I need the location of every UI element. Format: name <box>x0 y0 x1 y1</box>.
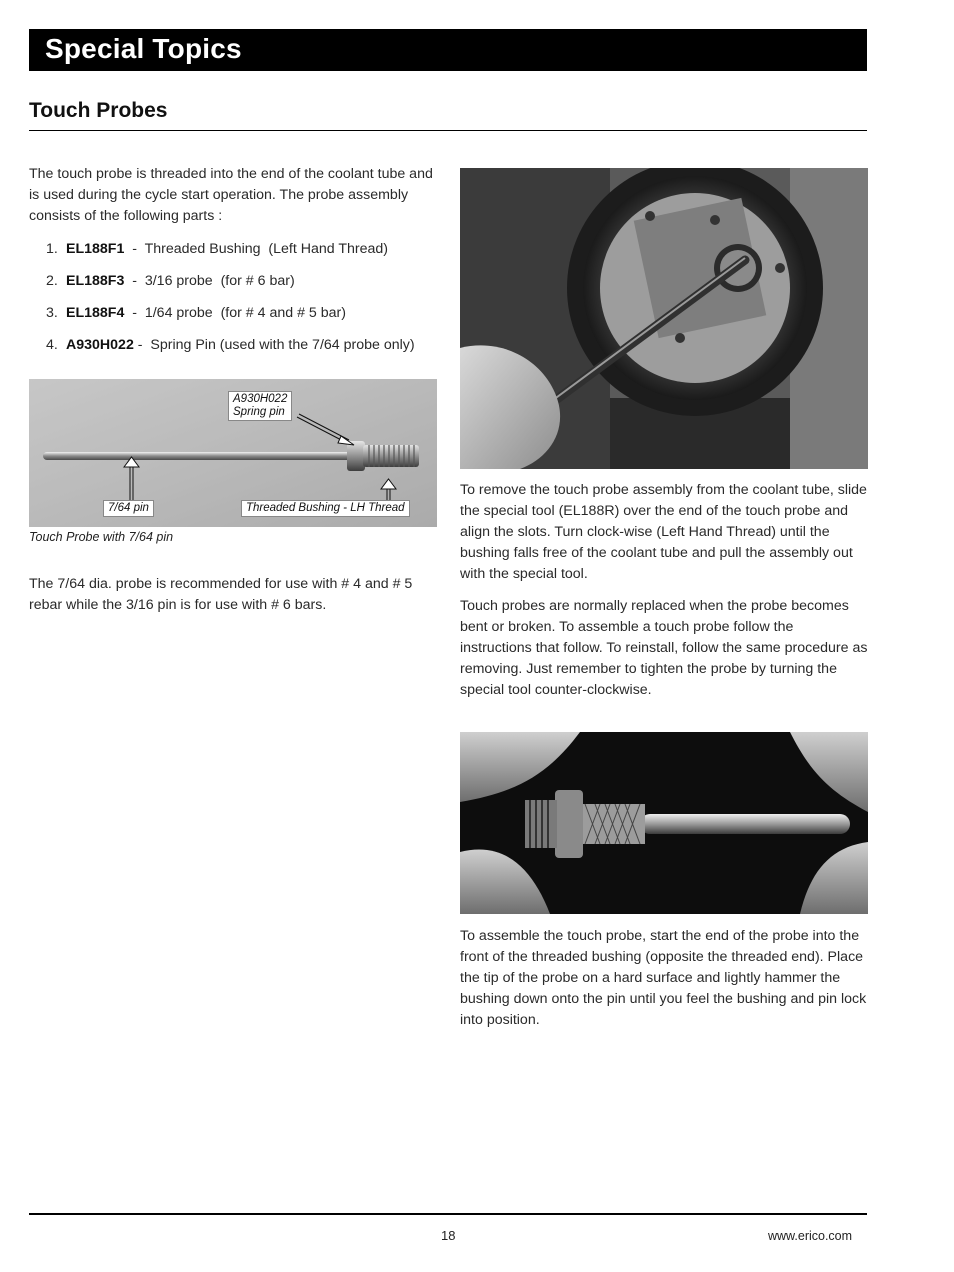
callout-spring-pin: A930H022 Spring pin <box>228 391 292 421</box>
header-banner <box>29 29 867 71</box>
list-item: 3. EL188F4 - 1/64 probe (for # 4 and # 5 bar) <box>46 305 346 321</box>
website-link[interactable]: www.erico.com <box>768 1229 853 1243</box>
threaded-bushing <box>363 445 419 467</box>
parts-list <box>46 239 415 367</box>
page-number: 18 <box>441 1228 456 1243</box>
touch-probe-photo <box>29 379 437 527</box>
section-title: Touch Probes <box>29 99 168 122</box>
callout-pin: 7/64 pin <box>103 500 154 517</box>
removal-paragraph: To remove the touch probe assembly from the coolant tube, slide the special tool (EL188R) over the end of the touch probe and align the slots. Turn clock-wise (Left Hand Thread) until the bushing falls free of the coolant tube and pull the assembly out with the special tool. <box>460 482 867 582</box>
assembly-illustration <box>460 732 868 914</box>
probe-rod <box>43 452 359 460</box>
banner-title: Special Topics <box>45 33 242 64</box>
figure-caption: Touch Probe with 7/64 pin <box>29 530 174 544</box>
assembly-photo <box>460 732 868 914</box>
list-item: 2. EL188F3 - 3/16 probe (for # 6 bar) <box>46 273 295 289</box>
probe-note-paragraph: The 7/64 dia. probe is recommended for use with # 4 and # 5 rebar while the 3/16 pin is for use with # 6 bars. <box>29 576 413 613</box>
list-item: 1. EL188F1 - Threaded Bushing (Left Hand Thread) <box>46 241 389 257</box>
intro-paragraph: The touch probe is threaded into the end of the coolant tube and is used during the cycle start operation. The probe assembly consists of the following parts : <box>29 166 433 224</box>
coolant-tube-photo <box>460 168 868 469</box>
footer-divider <box>29 1213 867 1215</box>
machine-illustration <box>460 168 868 469</box>
replace-paragraph: Touch probes are normally replaced when the probe becomes bent or broken. To assemble a touch probe follow the instructions that follow. To reinstall, follow the same procedure as removing. Just remember to tighten the probe by turning the special tool counter-clockwise. <box>460 598 868 698</box>
callout-threaded-bushing: Threaded Bushing - LH Thread <box>241 500 410 517</box>
list-item: 4. A930H022 - Spring Pin (used with the 7/64 probe only) <box>46 337 415 353</box>
assemble-paragraph: To assemble the touch probe, start the end of the probe into the front of the threaded bushing (opposite the threaded end). Place the tip of the probe on a hard surface and lightly hammer the bushing down onto the pin until you feel the bushing and pin lock into position. <box>460 928 867 1028</box>
section-divider <box>29 130 867 131</box>
bushing-nut <box>347 441 365 471</box>
